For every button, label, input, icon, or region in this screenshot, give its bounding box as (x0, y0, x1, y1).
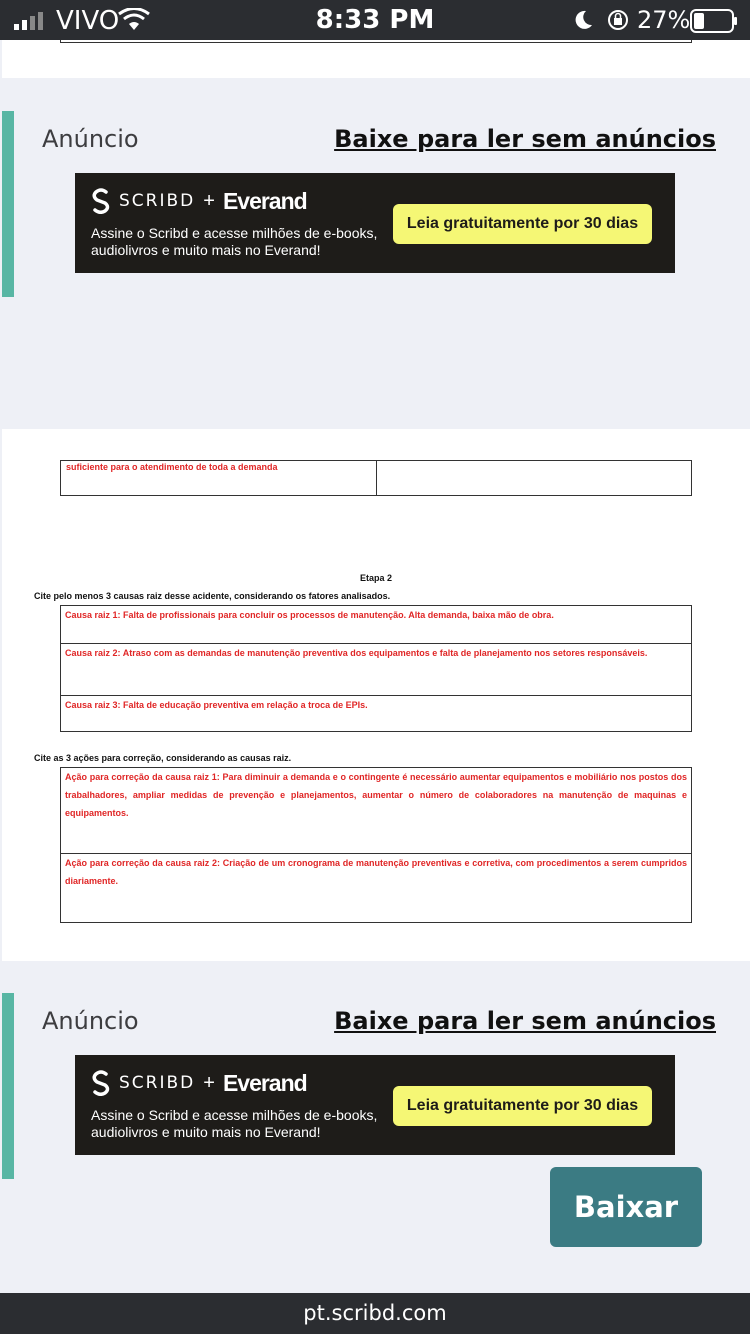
battery-icon (690, 9, 738, 33)
root-cause-1: Causa raiz 1: Falta de profissionais para concluir os processos de manutenção. Alta demanda, baixa mão de obra. (60, 605, 692, 644)
document-page-top (2, 40, 750, 78)
etapa-title: Etapa 2 (359, 573, 392, 583)
table-bottom-border (60, 40, 692, 43)
table-cell-right (376, 460, 692, 496)
banner-cta-button[interactable]: Leia gratuitamente por 30 dias (393, 204, 652, 244)
banner-logo (91, 187, 307, 215)
root-cause-3: Causa raiz 3: Falta de educação preventiva em relação a troca de EPIs. (60, 695, 692, 732)
everand-banner[interactable] (75, 1055, 675, 1155)
top-cell-text: suficiente para o atendimento de toda a demanda (66, 462, 278, 472)
banner-plus: + (203, 1071, 215, 1094)
document-page (2, 429, 750, 961)
banner-cta-button[interactable]: Leia gratuitamente por 30 dias (393, 1086, 652, 1126)
banner-description: Assine o Scribd e acesse milhões de e-books, audiolivros e muito mais no Everand! (91, 225, 378, 258)
banner-everand-text: Everand (222, 187, 307, 214)
rotation-lock-icon (606, 8, 630, 32)
banner-everand-text: Everand (222, 1069, 307, 1096)
banner-description: Assine o Scribd e acesse milhões de e-books, audiolivros e muito mais no Everand! (91, 1107, 378, 1140)
banner-scribd-text: SCRIBD (119, 191, 196, 211)
moon-icon (572, 9, 594, 31)
ad-accent-bar (2, 111, 14, 297)
battery-percent: 27% (637, 6, 691, 34)
remove-ads-link[interactable]: Baixe para ler sem anúncios (334, 1007, 716, 1035)
status-bar (0, 0, 750, 40)
banner-scribd-text: SCRIBD (119, 1073, 196, 1093)
scribd-logo-icon (91, 188, 111, 214)
table-cell-left (60, 460, 377, 496)
action-1: Ação para correção da causa raiz 1: Para diminuir a demanda e o contingente é necessário aumentar equipamentos e mobiliário nos postos dos trabalhadores, ampliar medidas de prevenção e planejamentos, aumentar o número de colaboradores na manutenção de maquinas e equipamentos. (60, 767, 692, 854)
clock: 8:33 PM (315, 5, 435, 35)
action-2: Ação para correção da causa raiz 2: Criação de um cronograma de manutenção preventivas e corretiva, com procedimentos a serem cumpridos diariamente. (60, 853, 692, 923)
root-causes-prompt: Cite pelo menos 3 causas raiz desse acidente, considerando os fatores analisados. (34, 591, 391, 601)
banner-plus: + (203, 189, 215, 212)
scribd-logo-icon (91, 1070, 111, 1096)
ad-label: Anúncio (42, 125, 139, 153)
ad-label: Anúncio (42, 1007, 139, 1035)
everand-banner[interactable] (75, 173, 675, 273)
ad-accent-bar (2, 993, 14, 1179)
remove-ads-link[interactable]: Baixe para ler sem anúncios (334, 125, 716, 153)
banner-logo (91, 1069, 307, 1097)
root-cause-2: Causa raiz 2: Atraso com as demandas de manutenção preventiva dos equipamentos e falta de planejamento nos setores responsáveis. (60, 643, 692, 696)
download-button[interactable]: Baixar (550, 1167, 702, 1247)
actions-prompt: Cite as 3 ações para correção, considerando as causas raiz. (34, 753, 292, 763)
url-bar[interactable]: pt.scribd.com (0, 1293, 750, 1334)
carrier-name: VIVO (56, 6, 120, 36)
